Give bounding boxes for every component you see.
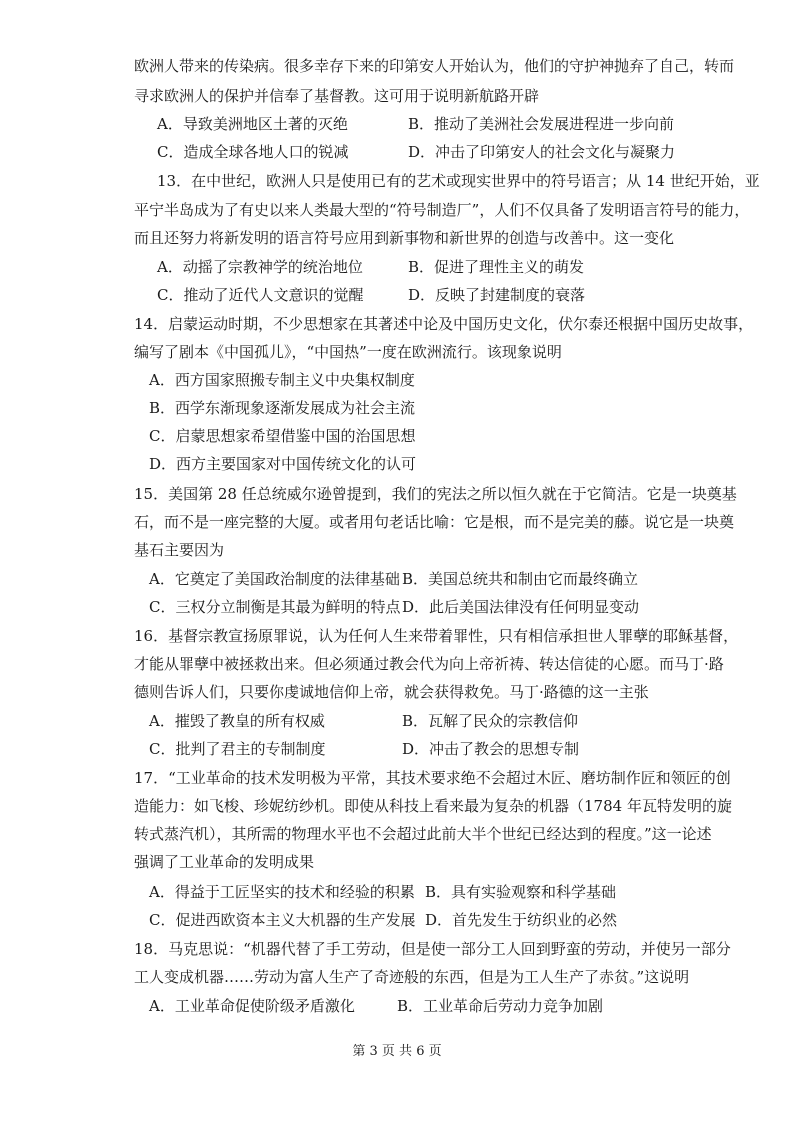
question-14-option-a: A．西方国家照搬专制主义中央集权制度: [149, 371, 415, 389]
question-15-option-c: C．三权分立制衡是其最为鲜明的特点: [149, 598, 401, 616]
question-13-stem-line: 13．在中世纪，欧洲人只是使用已有的艺术或现实世界中的符号语言；从 14 世纪开始，亚: [157, 172, 760, 190]
question-17-option-b: B．具有实验观察和科学基础: [425, 883, 617, 901]
question-16-option-d: D．冲击了教会的思想专制: [402, 740, 580, 758]
question-17-stem-line: 转式蒸汽机），其所需的物理水平也不会超过此前大半个世纪已经达到的程度。”这一论述: [134, 825, 712, 843]
question-18-option-a: A．工业革命促使阶级矛盾激化: [149, 997, 355, 1015]
question-16-stem-line: 才能从罪孽中被拯救出来。但必须通过教会代为向上帝祈祷、转达信徒的心愿。而马丁·路: [134, 655, 724, 673]
question-12-option-a: A．导致美洲地区土著的灭绝: [157, 115, 348, 133]
question-15-option-a: A．它奠定了美国政治制度的法律基础: [149, 570, 400, 588]
question-17-stem-line: 17．“工业革命的技术发明极为平常，其技术要求绝不会超过木匠、磨坊制作匠和领匠的创: [134, 769, 731, 787]
question-13-option-d: D．反映了封建制度的衰落: [408, 286, 586, 304]
question-13-stem-line: 平宁半岛成为了有史以来人类最大型的“符号制造厂”，人们不仅具备了发明语言符号的能力，: [134, 201, 750, 219]
question-16-option-c: C．批判了君主的专制制度: [149, 740, 326, 758]
question-17-stem-line: 强调了工业革命的发明成果: [134, 853, 315, 871]
question-18-stem-line: 工人变成机器……劳动为富人生产了奇迹般的东西，但是为工人生产了赤贫。”这说明: [134, 968, 690, 986]
question-14-option-b: B．西学东渐现象逐渐发展成为社会主流: [149, 399, 416, 417]
question-12-option-c: C．造成全球各地人口的锐减: [157, 143, 349, 161]
question-17-stem-line: 造能力：如飞梭、珍妮纺纱机。即使从科技上看来最为复杂的机器（1784 年瓦特发明的旋: [134, 797, 732, 815]
question-17-option-a: A．得益于工匠坚实的技术和经验的积累: [149, 883, 415, 901]
question-13-stem-line: 而且还努力将新发明的语言符号应用到新事物和新世界的创造与改善中。这一变化: [134, 229, 675, 247]
question-12-text-line: 寻求欧洲人的保护并信奉了基督教。这可用于说明新航路开辟: [134, 87, 540, 105]
question-13-option-a: A．动摇了宗教神学的统治地位: [157, 258, 363, 276]
question-12-text-line: 欧洲人带来的传染病。很多幸存下来的印第安人开始认为，他们的守护神抛弃了自己，转而: [134, 57, 735, 75]
question-14-stem-line: 14．启蒙运动时期，不少思想家在其著述中论及中国历史文化，伏尔泰还根据中国历史故事，: [134, 315, 754, 333]
question-16-stem-line: 德则告诉人们，只要你虔诚地信仰上帝，就会获得救免。马丁·路德的这一主张: [134, 683, 649, 701]
question-13-option-b: B．促进了理性主义的萌发: [408, 258, 585, 276]
question-14-option-c: C．启蒙思想家希望借鉴中国的治国思想: [149, 427, 416, 445]
question-14-option-d: D．西方主要国家对中国传统文化的认可: [149, 455, 417, 473]
question-18-stem-line: 18．马克思说：“机器代替了手工劳动，但是使一部分工人回到野蛮的劳动，并使另一部分: [134, 940, 731, 958]
question-16-option-b: B．瓦解了民众的宗教信仰: [402, 712, 579, 730]
page-number-footer: 第 3 页 共 6 页: [352, 1044, 442, 1059]
question-15-stem-line: 15．美国第 28 任总统威尔逊曾提到，我们的宪法之所以恒久就在于它简洁。它是一块奠基: [134, 485, 737, 503]
question-12-option-b: B．推动了美洲社会发展进程进一步向前: [408, 115, 675, 133]
question-14-stem-line: 编写了剧本《中国孤儿》，“中国热”一度在欧洲流行。该现象说明: [134, 343, 562, 361]
question-17-option-c: C．促进西欧资本主义大机器的生产发展: [149, 911, 416, 929]
question-13-option-c: C．推动了近代人文意识的觉醒: [157, 286, 364, 304]
question-17-option-d: D．首先发生于纺织业的必然: [425, 911, 618, 929]
question-16-stem-line: 16．基督宗教宣扬原罪说，认为任何人生来带着罪性，只有相信承担世人罪孽的耶稣基督，: [134, 627, 739, 645]
question-15-stem-line: 基石主要因为: [134, 541, 225, 559]
question-15-option-d: D．此后美国法律没有任何明显变动: [402, 598, 640, 616]
question-15-stem-line: 石，而不是一座完整的大厦。或者用句老话比喻：它是根，而不是完美的藤。说它是一块奠: [134, 513, 735, 531]
question-18-option-b: B．工业革命后劳动力竞争加剧: [397, 997, 604, 1015]
question-12-option-d: D．冲击了印第安人的社会文化与凝聚力: [408, 143, 676, 161]
question-15-option-b: B．美国总统共和制由它而最终确立: [402, 570, 639, 588]
question-16-option-a: A．摧毁了教皇的所有权威: [149, 712, 325, 730]
